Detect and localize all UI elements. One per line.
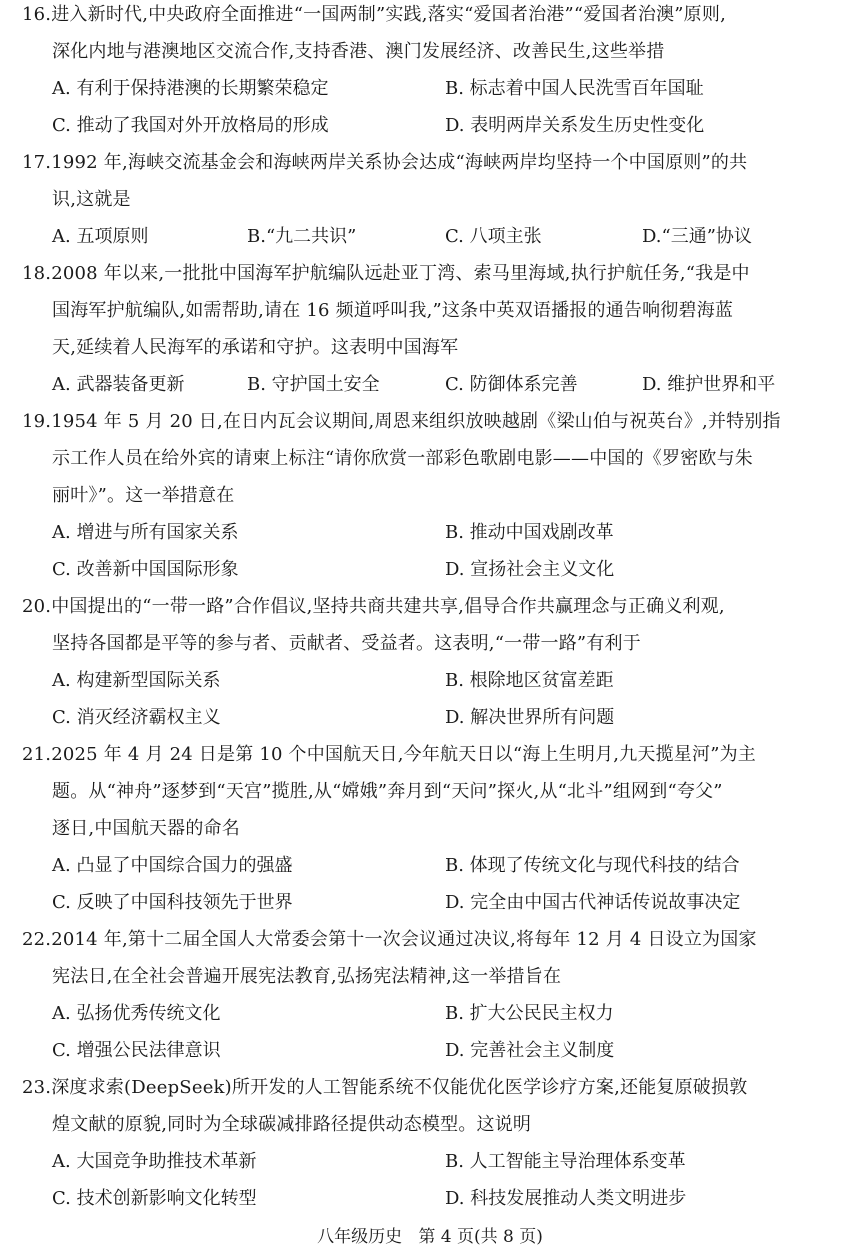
option-b[interactable]: B.“九二共识” bbox=[247, 226, 357, 247]
options-row bbox=[0, 514, 860, 551]
question-stem bbox=[0, 921, 860, 995]
option-d[interactable]: D. 科技发展推动人类文明进步 bbox=[445, 1188, 687, 1209]
option-c[interactable]: C. 消灭经济霸权主义 bbox=[52, 707, 221, 728]
option-c[interactable]: C. 技术创新影响文化转型 bbox=[52, 1188, 257, 1209]
stem-line: 深化内地与港澳地区交流合作,支持香港、澳门发展经济、改善民生,这些举措 bbox=[52, 41, 665, 62]
option-b[interactable]: B. 标志着中国人民洗雪百年国耻 bbox=[445, 78, 704, 99]
option-d[interactable]: D. 完全由中国古代神话传说故事决定 bbox=[445, 892, 741, 913]
option-a[interactable]: A. 构建新型国际关系 bbox=[52, 670, 221, 691]
page-footer: 八年级历史 第 4 页(共 8 页) bbox=[317, 1227, 543, 1247]
option-a[interactable]: A. 增进与所有国家关系 bbox=[52, 522, 239, 543]
stem-line: 19.1954 年 5 月 20 日,在日内瓦会议期间,周恩来组织放映越剧《梁山伯与祝英台》,并特别指 bbox=[22, 411, 781, 432]
question-stem bbox=[0, 1069, 860, 1143]
stem-line: 逐日,中国航天器的命名 bbox=[52, 818, 240, 839]
stem-line: 18.2008 年以来,一批批中国海军护航编队远赴亚丁湾、索马里海域,执行护航任务,“我是中 bbox=[22, 263, 750, 284]
option-d[interactable]: D.“三通”协议 bbox=[642, 226, 752, 247]
option-c[interactable]: C. 改善新中国国际形象 bbox=[52, 559, 239, 580]
options-row bbox=[0, 699, 860, 736]
options-row bbox=[0, 995, 860, 1032]
stem-line: 丽叶》”。这一举措意在 bbox=[52, 485, 235, 506]
option-d[interactable]: D. 解决世界所有问题 bbox=[445, 707, 615, 728]
stem-line: 16.进入新时代,中央政府全面推进“一国两制”实践,落实“爱国者治港”“爱国者治澳”原则, bbox=[22, 4, 727, 25]
stem-line: 坚持各国都是平等的参与者、贡献者、受益者。这表明,“一带一路”有利于 bbox=[52, 633, 641, 654]
question-stem bbox=[0, 144, 860, 218]
question-16 bbox=[0, 0, 860, 144]
options-row bbox=[0, 366, 860, 403]
option-a[interactable]: A. 五项原则 bbox=[52, 226, 149, 247]
option-c[interactable]: C. 反映了中国科技领先于世界 bbox=[52, 892, 293, 913]
option-a[interactable]: A. 凸显了中国综合国力的强盛 bbox=[52, 855, 293, 876]
question-23 bbox=[0, 1069, 860, 1217]
option-d[interactable]: D. 表明两岸关系发生历史性变化 bbox=[445, 115, 705, 136]
option-b[interactable]: B. 人工智能主导治理体系变革 bbox=[445, 1151, 686, 1172]
options-row bbox=[0, 662, 860, 699]
stem-line: 国海军护航编队,如需帮助,请在 16 频道呼叫我,”这条中英双语播报的通告响彻碧海蓝 bbox=[52, 300, 734, 321]
options-row bbox=[0, 1032, 860, 1069]
option-b[interactable]: B. 推动中国戏剧改革 bbox=[445, 522, 614, 543]
option-a[interactable]: A. 弘扬优秀传统文化 bbox=[52, 1003, 221, 1024]
option-b[interactable]: B. 扩大公民民主权力 bbox=[445, 1003, 614, 1024]
options-row bbox=[0, 1180, 860, 1217]
question-20 bbox=[0, 588, 860, 736]
question-stem bbox=[0, 0, 860, 70]
stem-line: 煌文献的原貌,同时为全球碳减排路径提供动态模型。这说明 bbox=[52, 1114, 532, 1135]
option-c[interactable]: C. 增强公民法律意识 bbox=[52, 1040, 221, 1061]
question-stem bbox=[0, 588, 860, 662]
stem-line: 题。从“神舟”逐梦到“天宫”揽胜,从“嫦娥”奔月到“天问”探火,从“北斗”组网到“夸父” bbox=[52, 781, 723, 802]
stem-line: 宪法日,在全社会普遍开展宪法教育,弘扬宪法精神,这一举措旨在 bbox=[52, 966, 562, 987]
stem-line: 示工作人员在给外宾的请柬上标注“请你欣赏一部彩色歌剧电影——中国的《罗密欧与朱 bbox=[52, 448, 753, 469]
option-c[interactable]: C. 八项主张 bbox=[445, 226, 542, 247]
question-18 bbox=[0, 255, 860, 403]
stem-line: 17.1992 年,海峡交流基金会和海峡两岸关系协会达成“海峡两岸均坚持一个中国原则”的共 bbox=[22, 152, 748, 173]
option-c[interactable]: C. 防御体系完善 bbox=[445, 374, 578, 395]
option-a[interactable]: A. 有利于保持港澳的长期繁荣稳定 bbox=[52, 78, 329, 99]
options-row bbox=[0, 847, 860, 884]
option-c[interactable]: C. 推动了我国对外开放格局的形成 bbox=[52, 115, 329, 136]
option-a[interactable]: A. 武器装备更新 bbox=[52, 374, 185, 395]
options-row bbox=[0, 107, 860, 144]
question-stem bbox=[0, 403, 860, 514]
option-b[interactable]: B. 根除地区贫富差距 bbox=[445, 670, 614, 691]
options-row bbox=[0, 1143, 860, 1180]
question-22 bbox=[0, 921, 860, 1069]
question-stem bbox=[0, 255, 860, 366]
stem-line: 20.中国提出的“一带一路”合作倡议,坚持共商共建共享,倡导合作共赢理念与正确义利观, bbox=[22, 596, 725, 617]
question-17 bbox=[0, 144, 860, 255]
question-21 bbox=[0, 736, 860, 921]
option-d[interactable]: D. 完善社会主义制度 bbox=[445, 1040, 615, 1061]
stem-line: 22.2014 年,第十二届全国人大常委会第十一次会议通过决议,将每年 12 月 4 日设立为国家 bbox=[22, 929, 757, 950]
stem-line: 21.2025 年 4 月 24 日是第 10 个中国航天日,今年航天日以“海上生明月,九天揽星河”为主 bbox=[22, 744, 756, 765]
stem-line: 23.深度求索(DeepSeek)所开发的人工智能系统不仅能优化医学诊疗方案,还能复原破损敦 bbox=[22, 1077, 748, 1098]
options-row bbox=[0, 551, 860, 588]
question-stem bbox=[0, 736, 860, 847]
option-a[interactable]: A. 大国竞争助推技术革新 bbox=[52, 1151, 257, 1172]
stem-line: 识,这就是 bbox=[52, 189, 131, 210]
options-row bbox=[0, 218, 860, 255]
options-row bbox=[0, 70, 860, 107]
option-d[interactable]: D. 宣扬社会主义文化 bbox=[445, 559, 615, 580]
options-row bbox=[0, 884, 860, 921]
option-b[interactable]: B. 守护国土安全 bbox=[247, 374, 380, 395]
option-d[interactable]: D. 维护世界和平 bbox=[642, 374, 776, 395]
stem-line: 天,延续着人民海军的承诺和守护。这表明中国海军 bbox=[52, 337, 459, 358]
question-19 bbox=[0, 403, 860, 588]
option-b[interactable]: B. 体现了传统文化与现代科技的结合 bbox=[445, 855, 740, 876]
